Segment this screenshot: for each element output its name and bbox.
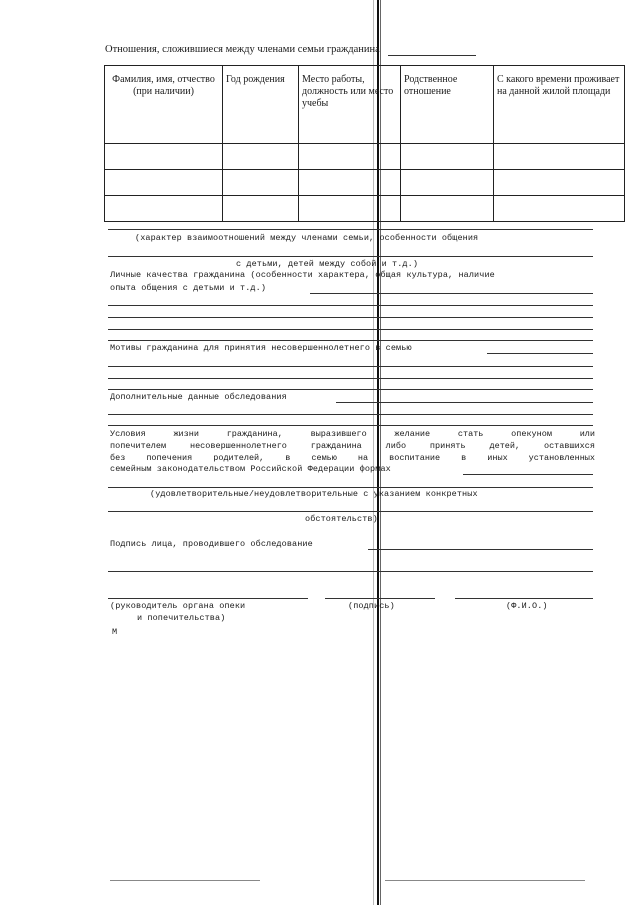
sign-fill-line xyxy=(325,598,435,599)
conditions-fill-line xyxy=(108,511,593,512)
fio-fill-line xyxy=(455,598,593,599)
table-row xyxy=(105,196,625,222)
table-cell[interactable] xyxy=(401,196,494,222)
section-heading: Отношения, сложившиеся между членами семьи гражданина xyxy=(105,44,380,55)
stamp-mark: М xyxy=(112,627,118,637)
additional-data-fill-line xyxy=(108,425,593,426)
header-residence-since: С какого времени проживает на данной жилой площади xyxy=(494,66,625,144)
personal-qualities-fill-line xyxy=(108,305,593,306)
motives-fill-line xyxy=(108,389,593,390)
motives-fill-line xyxy=(108,378,593,379)
signature-fill-line xyxy=(368,549,593,550)
header-workplace: Место работы, должность или место учебы xyxy=(299,66,401,144)
signature-fill-line xyxy=(108,571,593,572)
conditions-caption: (удовлетворительные/неудовлетворительные с указанием конкретных xyxy=(150,489,478,499)
relations-fill-line xyxy=(108,229,593,230)
heading-fill-line xyxy=(388,55,476,56)
table-row xyxy=(105,170,625,196)
motives-label: Мотивы гражданина для принятия несовершеннолетнего в семью xyxy=(110,343,412,353)
sign-caption: (подпись) xyxy=(348,601,395,611)
personal-qualities-label: опыта общения с детьми и т.д.) xyxy=(110,283,267,293)
table-cell[interactable] xyxy=(494,196,625,222)
header-relation: Родственное отношение xyxy=(401,66,494,144)
table-cell[interactable] xyxy=(105,170,223,196)
signature-label: Подпись лица, проводившего обследование xyxy=(110,539,313,549)
table-cell[interactable] xyxy=(299,144,401,170)
additional-data-fill-line xyxy=(108,414,593,415)
personal-qualities-fill-line xyxy=(310,293,593,294)
conditions-fill-line xyxy=(463,474,593,475)
personal-qualities-fill-line xyxy=(108,317,593,318)
additional-data-fill-line xyxy=(336,402,593,403)
table-cell[interactable] xyxy=(401,144,494,170)
table-header-row xyxy=(105,66,625,144)
head-caption: и попечительства) xyxy=(137,613,226,623)
header-full-name: Фамилия, имя, отчество (при наличии) xyxy=(105,66,223,144)
table-row xyxy=(105,144,625,170)
motives-fill-line xyxy=(487,353,593,354)
table-cell[interactable] xyxy=(401,170,494,196)
header-birth-year: Год рождения xyxy=(223,66,299,144)
table-cell[interactable] xyxy=(223,196,299,222)
conditions-fill-line xyxy=(108,487,593,488)
additional-data-label: Дополнительные данные обследования xyxy=(110,392,287,402)
table-cell[interactable] xyxy=(494,144,625,170)
conditions-text: попечителем несовершеннолетнего гражданина либо принять детей, оставшихся xyxy=(110,441,595,451)
bottom-scan-edge xyxy=(385,880,585,881)
table-cell[interactable] xyxy=(105,196,223,222)
motives-fill-line xyxy=(108,366,593,367)
relations-caption: с детьми, детей между собой и т.д.) xyxy=(236,259,419,269)
head-caption: (руководитель органа опеки xyxy=(110,601,246,611)
fio-caption: (Ф.И.О.) xyxy=(506,601,548,611)
table-cell[interactable] xyxy=(299,170,401,196)
personal-qualities-fill-line xyxy=(108,340,593,341)
conditions-text: семейным законодательством Российской Федерации формах xyxy=(110,464,391,474)
conditions-caption: обстоятельств) xyxy=(305,514,378,524)
relations-caption: (характер взаимоотношений между членами семьи, особенности общения xyxy=(135,233,479,243)
table-cell[interactable] xyxy=(105,144,223,170)
family-members-table xyxy=(104,65,625,222)
table-cell[interactable] xyxy=(223,170,299,196)
head-fill-line xyxy=(108,598,308,599)
table-cell[interactable] xyxy=(494,170,625,196)
personal-qualities-label: Личные качества гражданина (особенности характера, общая культура, наличие xyxy=(110,270,495,280)
relations-fill-line xyxy=(108,256,593,257)
table-cell[interactable] xyxy=(299,196,401,222)
conditions-text: Условия жизни гражданина, выразившего желание стать опекуном или xyxy=(110,429,595,439)
conditions-text: без попечения родителей, в семью на воспитание в иных установленных xyxy=(110,453,595,463)
personal-qualities-fill-line xyxy=(108,329,593,330)
table-cell[interactable] xyxy=(223,144,299,170)
bottom-scan-edge xyxy=(110,880,260,881)
